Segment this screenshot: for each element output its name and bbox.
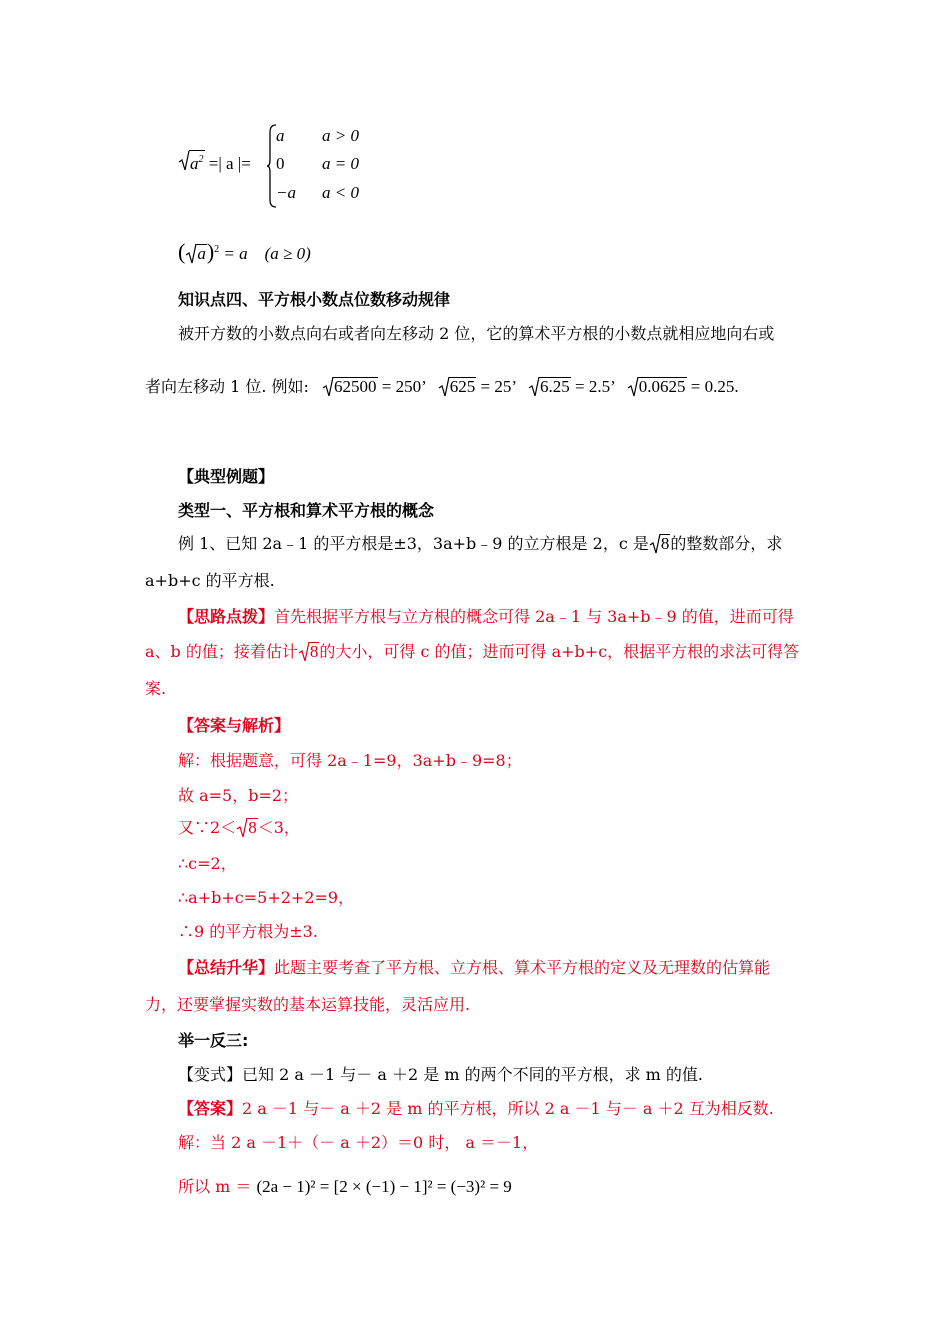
typical-title: 【典型例题】 bbox=[178, 467, 275, 486]
section4-heading: 知识点四、平方根小数点位数移动规律 bbox=[178, 290, 451, 309]
case3-cond: a < 0 bbox=[322, 183, 359, 202]
radical-icon bbox=[185, 243, 197, 265]
practice-solution-line2: 所以 m ＝ (2a − 1)² = [2 × (−1) − 1]² = (−3)² = 9 bbox=[178, 1177, 512, 1196]
square-cond: (a ≥ 0) bbox=[264, 244, 311, 263]
solution-line6: ∴9 的平方根为±3. bbox=[178, 922, 318, 941]
sqrt-a-squared: $a^2$ bbox=[178, 150, 205, 175]
section4-para2-prefix: 者向左移动 1 位. 例如: bbox=[145, 377, 309, 396]
sqrt-example-3: 0.0625 = 0.25. bbox=[627, 377, 739, 396]
case1-cond: a > 0 bbox=[322, 126, 359, 145]
sqrt-8: 8 bbox=[236, 817, 258, 839]
answer-label: 【答案与解析】 bbox=[178, 716, 291, 735]
abs-lhs: =| a |= bbox=[208, 154, 251, 173]
case2-cond: a = 0 bbox=[322, 154, 359, 173]
final-equation: (2a − 1)² = [2 × (−1) − 1]² = (−3)² = 9 bbox=[256, 1177, 512, 1196]
solution-line3: 又∵2＜ 8＜3， bbox=[178, 818, 300, 837]
radical-icon bbox=[178, 150, 190, 172]
sqrt-example-1: 625 = 25’ bbox=[438, 377, 520, 396]
solution-line1: 解：根据题意，可得 2a﹣1=9，3a+b﹣9=8； bbox=[178, 751, 522, 770]
sqrt-8: 8 bbox=[298, 641, 320, 663]
abs-value-formula bbox=[178, 150, 251, 175]
practice-solution-line1: 解：当 2 a －1＋（－ a ＋2）＝0 时， a ＝－1， bbox=[178, 1133, 539, 1152]
practice-title: 举一反三: bbox=[178, 1031, 249, 1050]
hint-line2: a、b 的值；接着估计 8的大小，可得 c 的值；进而可得 a+b+c，根据平方根的求法可得答 bbox=[145, 642, 800, 661]
summary-line2: 力，还要掌握实数的基本运算技能，灵活应用. bbox=[145, 995, 471, 1014]
sqrt-example-2: 6.25 = 2.5’ bbox=[528, 377, 619, 396]
case1-expr: a bbox=[276, 126, 285, 145]
case3-expr: −a bbox=[276, 183, 296, 202]
radical-icon bbox=[298, 641, 310, 663]
solution-line4: ∴c=2， bbox=[178, 854, 237, 873]
radical-icon bbox=[627, 376, 639, 398]
solution-line5: ∴a+b+c=5+2+2=9， bbox=[178, 888, 355, 907]
variant-label: 【变式】 bbox=[178, 1065, 243, 1084]
section4-para1: 被开方数的小数点向右或者向左移动 2 位，它的算术平方根的小数点就相应地向右或 bbox=[178, 324, 775, 343]
radical-icon bbox=[528, 376, 540, 398]
hint-line1: 【思路点拨】首先根据平方根与立方根的概念可得 2a﹣1 与 3a+b﹣9 的值，进而可得 bbox=[178, 607, 794, 626]
radical-icon bbox=[236, 817, 248, 839]
summary-line1: 【总结升华】此题主要考查了平方根、立方根、算术平方根的定义及无理数的估算能 bbox=[178, 958, 771, 977]
type1-heading: 类型一、平方根和算术平方根的概念 bbox=[178, 501, 435, 520]
hint-line3: 案. bbox=[145, 679, 167, 698]
square-rhs: = a bbox=[223, 244, 248, 263]
square-root-squared-formula: ( a)$^2$ = a (a ≥ 0) bbox=[178, 239, 311, 264]
example1-line2: a+b+c 的平方根. bbox=[145, 571, 275, 590]
practice-answer-label: 【答案】 bbox=[178, 1099, 243, 1118]
variant-line: 【变式】已知 2 a －1 与－ a ＋2 是 m 的两个不同的平方根，求 m 的值. bbox=[178, 1065, 704, 1084]
case2-expr: 0 bbox=[276, 154, 285, 173]
radical-icon bbox=[649, 533, 661, 555]
example1-line1: 例 1、已知 2a﹣1 的平方根是±3，3a+b﹣9 的立方根是 2，c 是 8的整数部分，求 bbox=[178, 534, 783, 553]
practice-answer-line: 【答案】2 a －1 与－ a ＋2 是 m 的平方根，所以 2 a －1 与－ a ＋2 互为相反数. bbox=[178, 1099, 774, 1118]
sqrt-8: 8 bbox=[649, 533, 671, 555]
summary-label: 【总结升华】 bbox=[178, 958, 275, 977]
hint-label: 【思路点拨】 bbox=[178, 607, 275, 626]
solution-line2: 故 a=5，b=2； bbox=[178, 786, 299, 805]
section4-para2 bbox=[145, 376, 739, 398]
radical-icon bbox=[438, 376, 450, 398]
radical-icon bbox=[322, 376, 334, 398]
sqrt-example-0: 62500 = 250’ bbox=[322, 377, 430, 396]
